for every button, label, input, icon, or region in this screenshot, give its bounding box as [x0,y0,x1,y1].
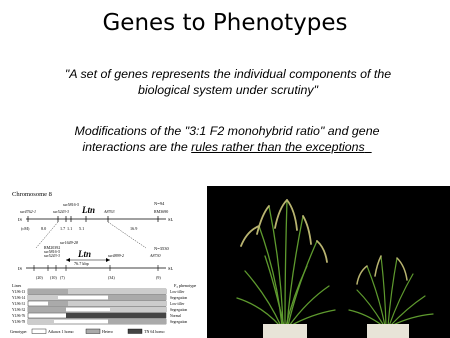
marker-label: A8763 [104,209,115,214]
line-label: YL96-31 [12,302,26,306]
pot [263,324,307,338]
genetic-map-figure [8,186,204,336]
distance-label: 8.0 [41,226,47,231]
mod-underlined-phrase: rules rather than the exceptions [191,139,365,154]
distance-label: 5.1 [79,226,85,231]
line-label: YL96-13 [12,290,26,294]
legend-swatch [86,329,100,334]
recombinant-count: (20) [36,275,43,280]
n-count: N=94 [154,201,165,206]
marker-label: ssr5243-3 [53,209,70,214]
mod-line-2-prefix: interactions are the [82,139,192,154]
marker-label: RM3690 [154,209,169,214]
line-label: YL96-78 [12,320,26,324]
quote-line-1: "A set of genes represents the individual components of the [64,67,392,81]
legend-label: Aikawa 1 homo [48,329,74,334]
marker-label: ssr5243-3 [44,253,61,258]
interval-label: 76.7 kbp [74,261,89,266]
marker-label: ssr1649-28 [60,240,79,245]
phenotype-label: Segregation [170,308,188,312]
pot [367,324,409,338]
phenotype-label: Low tiller [170,302,185,306]
marker-label: ssr5816-5 [63,202,80,207]
gene-symbol-fine: Ltn [78,249,92,259]
recombinant-count: (7) [60,275,65,280]
legend-swatch [32,329,46,334]
line-label: YL96-14 [12,296,26,300]
genotype-rows [28,289,166,324]
phenotype-label: Segregation [170,320,188,324]
right-end-label-fine: SL [168,266,174,271]
lines-header: Lines [12,283,22,288]
legend-swatch [128,329,142,334]
mod-line-2 [22,140,432,156]
marker-label: RM20392 [44,245,61,250]
marker-label: ssr4899-2 [108,253,125,258]
right-end-label: SL [168,217,174,222]
n-count-fine: N=3530 [154,246,169,251]
genotype-legend-label: Genotype: [10,329,28,334]
rice-plants-photo [207,186,450,338]
modifications-text [22,124,432,155]
gene-symbol: Ltn [82,205,96,215]
legend-label: Hetero [102,329,113,334]
left-end-label-fine: IS [18,266,23,271]
unit-label: (cM) [21,226,30,231]
distance-label: 16.9 [130,226,138,231]
quote-line-2: biological system under scrutiny" [137,82,318,97]
chromosome-label: Chromosome 8 [12,191,52,198]
left-end-label: IS [18,217,23,222]
recombinant-count: (9) [156,275,161,280]
line-label: YL96-76 [12,314,26,318]
phenotype-label: Segregation [170,296,188,300]
quote-text [30,67,426,98]
recombinant-count: (10) [50,275,57,280]
recombinant-count: (34) [108,275,115,280]
legend-label: TN 64 homo [144,329,165,334]
line-label: YL96-32 [12,308,26,312]
distance-label: 1.1 [67,226,73,231]
distance-label: 1.7 [60,226,66,231]
marker-label: A8730 [150,253,161,258]
slide-title: Genes to Phenotypes [102,10,348,36]
marker-label: ssr4762-1 [20,209,37,214]
mod-line-1: Modifications of the "3:1 F2 monohybrid ratio" and gene [74,124,380,138]
marker-label: ssr5816-5 [44,249,61,254]
phenotype-label: Low tiller [170,290,185,294]
phenotype-label: Normal [170,314,181,318]
phenotype-header: F₃ phenotype [174,283,197,288]
